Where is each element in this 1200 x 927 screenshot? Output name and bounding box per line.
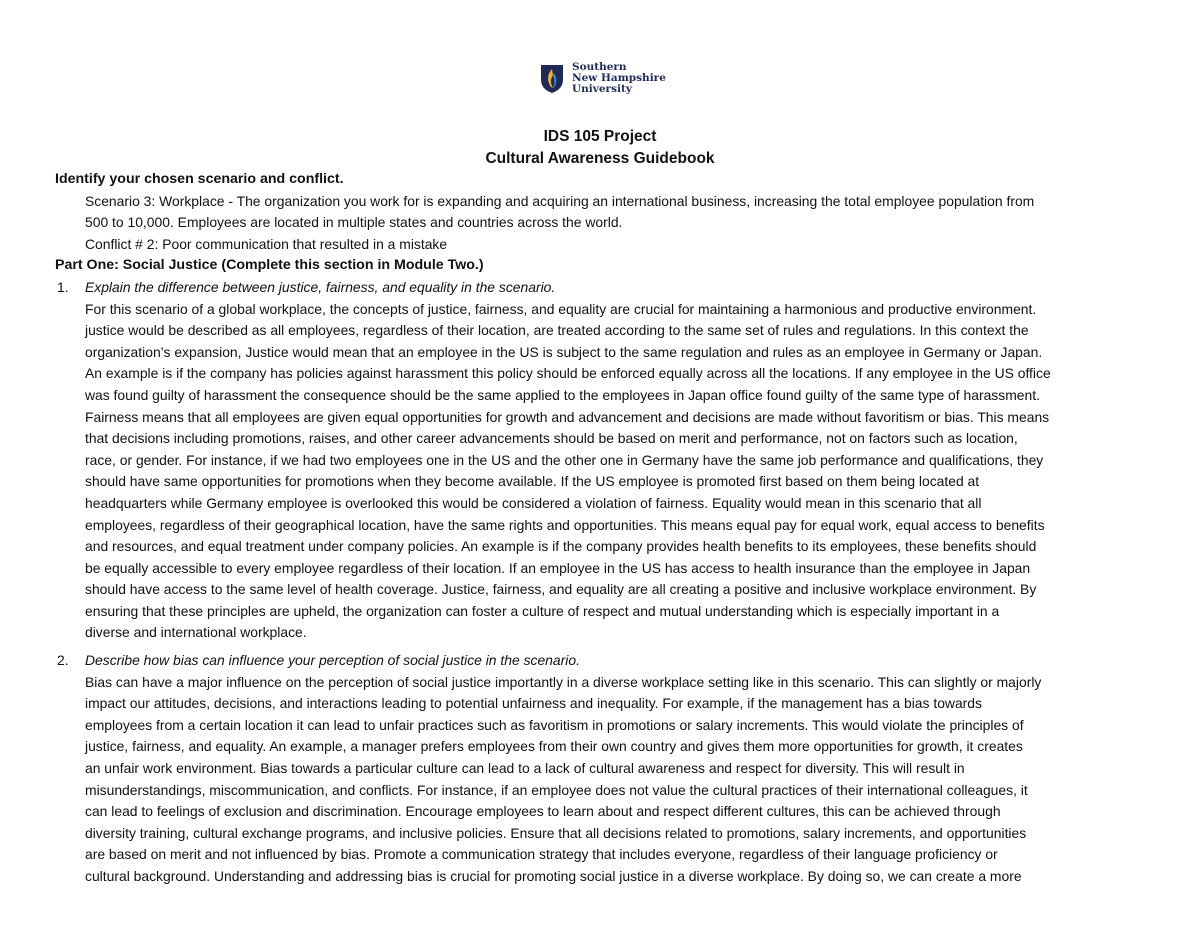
text-line: For this scenario of a global workplace, the concepts of justice, fairness, and equality are crucial for maintaining a harmonious and productive environment. — [85, 300, 1037, 317]
text-line: Scenario 3: Workplace - The organization you work for is expanding and acquiring an international business, increasing the total employee population from — [85, 192, 1035, 209]
scenario-heading: Identify your chosen scenario and conflict. — [55, 171, 344, 187]
logo-line: Southern — [572, 61, 627, 73]
text-line: should have access to the same level of health coverage. Justice, fairness, and equality are all creating a positive and inclusive workplace environment. By — [85, 581, 1037, 598]
scenario-lines — [55, 191, 1175, 256]
text-line: justice, fairness, and equality. An example, a manager prefers employees from their own country and gives them more opportunities for growth, it creates — [85, 738, 1023, 755]
text-line: ensuring that these principles are upheld, the organization can foster a culture of respect and mutual understanding which is especially important in a — [85, 602, 1000, 619]
text-line: Bias can have a major influence on the perception of social justice importantly in a diverse workplace setting like in this scenario. This can slightly or majorly — [85, 673, 1042, 690]
text-line: are based on merit and not influenced by bias. Promote a communication strategy that includes everyone, regardless of their language proficiency or — [85, 846, 998, 863]
question-text: Describe how bias can influence your perception of social justice in the scenario. — [85, 652, 580, 669]
document-subtitle: Cultural Awareness Guidebook — [485, 150, 715, 167]
text-line: race, or gender. For instance, if we had two employees one in the US and the other one in Germany have the same job performance and qualifications, they — [85, 451, 1044, 468]
text-line: organization’s expansion, Justice would mean that an employee in the US is subject to the same regulation and rules as an employee in Germany or Japan. — [85, 343, 1043, 360]
text-line: diverse and international workplace. — [85, 624, 307, 641]
snhu-logo — [540, 62, 666, 95]
document-title: IDS 105 Project — [543, 128, 657, 145]
question-2-prompt — [55, 650, 1175, 672]
text-line: can lead to feelings of exclusion and discrimination. Encourage employees to learn about and respect different cultures, this can be achieved through — [85, 803, 1001, 820]
text-line: employees from a certain location it can lead to unfair practices such as favoritism in promotions or salary increments. This would violate the principles of — [85, 716, 1024, 733]
text-line: was found guilty of harassment the consequence should be the same applied to the employees in Japan office found guilty of the same type of harassment. — [85, 386, 1040, 403]
text-line: employees, regardless of their geographical location, have the same rights and opportunities. This means equal pay for equal work, equal access to benefits — [85, 516, 1045, 533]
text-line: diversity training, cultural exchange programs, and inclusive policies. Ensure that all decisions related to promotions, salary increments, and opportunities — [85, 824, 1027, 841]
text-line: and resources, and equal treatment under company policies. An example is if the company provides health benefits to its employees, these benefits should — [85, 538, 1037, 555]
logo-text — [572, 62, 666, 95]
text-line: Fairness means that all employees are given equal opportunities for growth and advancement and decisions are made without favoritism or bias. This means — [85, 408, 1050, 425]
logo-line: New Hampshire — [572, 72, 666, 84]
text-line: justice would be described as all employees, regardless of their location, are treated according to the same set of rules and regulations. In this context the — [85, 322, 1029, 339]
text-line: be equally accessible to every employee regardless of their location. If an employee in the US has access to health insurance than the employee in Japan — [85, 559, 1031, 576]
answer-2 — [55, 672, 1175, 888]
scenario-section — [55, 169, 1175, 888]
part-one-heading: Part One: Social Justice (Complete this section in Module Two.) — [55, 257, 484, 274]
question-number: 2. — [57, 652, 69, 669]
text-line: an unfair work environment. Bias towards a particular culture can lead to a lack of cultural awareness and respect for diversity. This will result in — [85, 760, 965, 777]
text-line: misunderstandings, miscommunication, and conflicts. For instance, if an employee does not value the cultural practices of their international colleagues, it — [85, 781, 1028, 798]
question-text: Explain the difference between justice, fairness, and equality in the scenario. — [85, 278, 556, 295]
text-line: headquarters while Germany employee is overlooked this would be considered a violation of fairness. Equality would mean in this scenario that all — [85, 494, 982, 511]
question-1-prompt — [55, 277, 1175, 299]
text-line: impact our attitudes, decisions, and interactions leading to potential unfairness and inequality. For example, if the management has a bias towards — [85, 695, 982, 712]
logo-line: University — [572, 83, 632, 95]
answer-1 — [55, 299, 1175, 645]
text-line: An example is if the company has policies against harassment this policy should be enforced equally across all the locations. If any employee in the US office — [85, 365, 1051, 382]
question-number: 1. — [57, 278, 69, 295]
text-line: Conflict # 2: Poor communication that resulted in a mistake — [85, 235, 448, 252]
text-line: cultural background. Understanding and addressing bias is crucial for promoting social justice in a diverse workplace. By doing so, we can create a more — [85, 868, 1022, 884]
text-line: that decisions including promotions, raises, and other career advancements should be based on merit and performance, not on factors such as location, — [85, 430, 1018, 447]
text-line: should have same opportunities for promotions when they become available. If the US employee is promoted first based on them being located at — [85, 473, 980, 490]
shield-flame-icon — [540, 64, 564, 94]
text-line: 500 to 10,000. Employees are located in multiple states and countries across the world. — [85, 214, 623, 231]
